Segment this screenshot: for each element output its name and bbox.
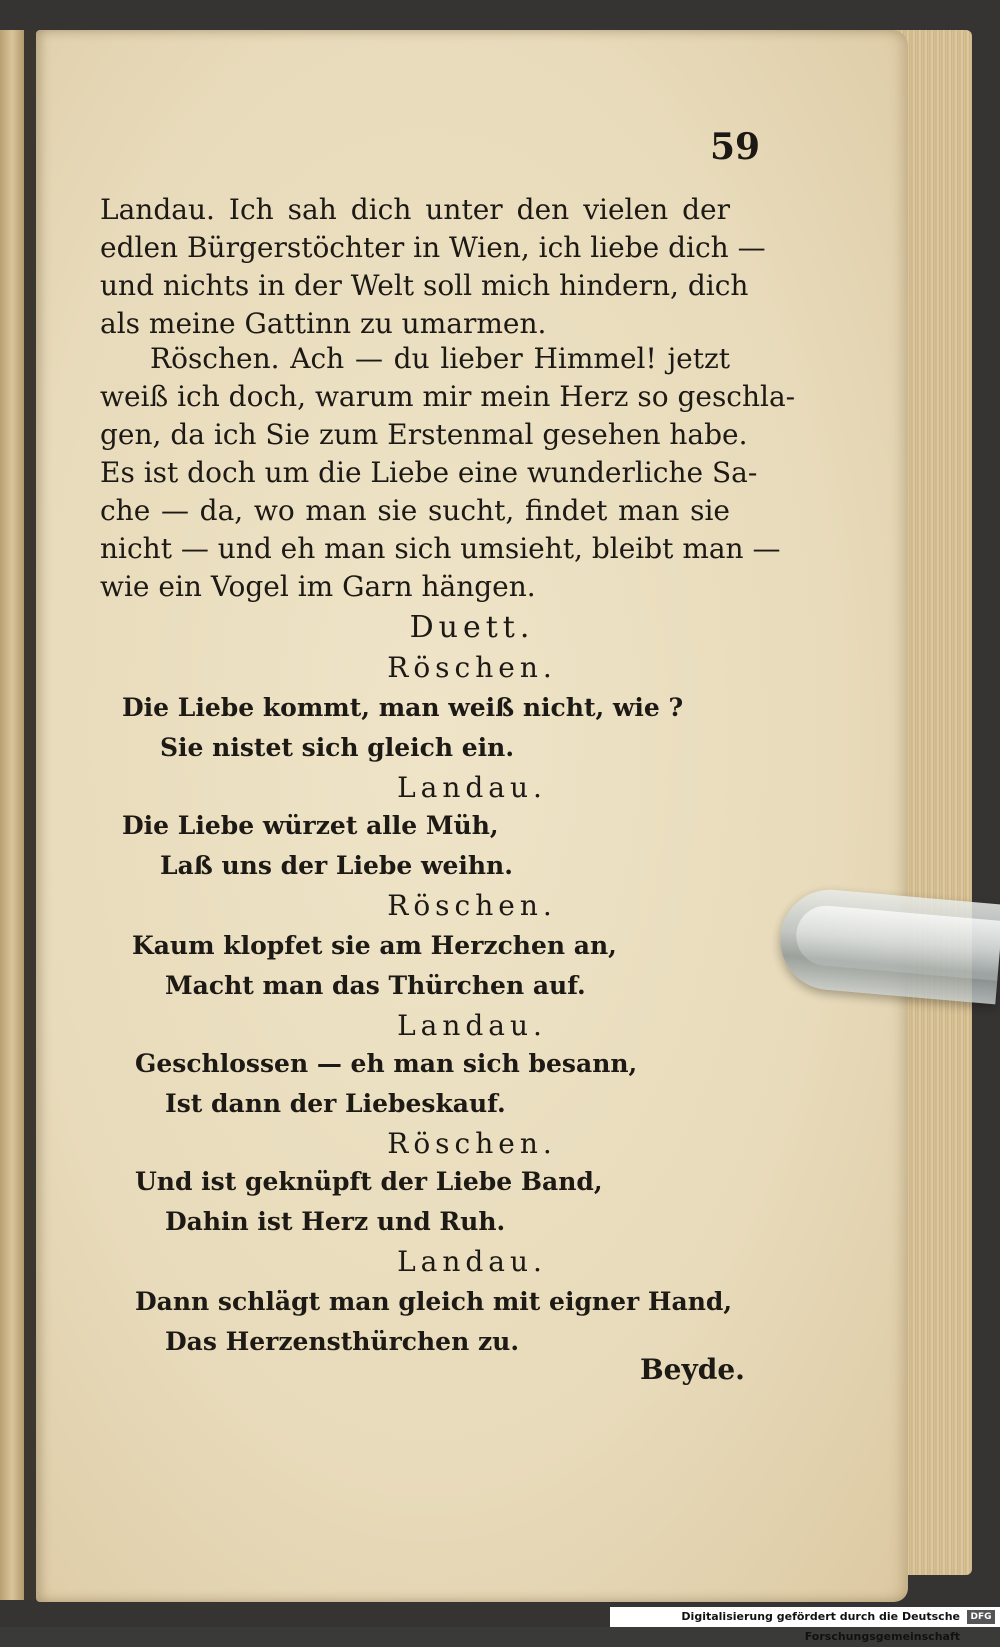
speaker-roeschen: Röschen. [387,1127,557,1160]
prose-line: weiß ich doch, warum mir mein Herz so geschla- [100,380,796,413]
verse-line: Kaum klopfet sie am Herzchen an, [132,931,617,960]
prose-line: und nichts in der Welt soll mich hindern, dich [100,269,749,302]
dfg-logo: DFG [967,1610,995,1624]
prose-line: che — da, wo man sie sucht, findet man sie [100,494,730,527]
duett-heading: Duett. [409,610,535,645]
digitization-credit: Digitalisierung gefördert durch die Deutsche Forschungsgemeinschaft [610,1607,1000,1627]
speaker-landau: Landau. [397,771,547,804]
prose-line: Es ist doch um die Liebe eine wunderliche Sa- [100,456,758,489]
speaker-landau: Landau. [397,1009,547,1042]
prose-line: edlen Bürgerstöchter in Wien, ich liebe dich — [100,231,766,264]
verse-line: Dann schlägt man gleich mit eigner Hand, [135,1287,733,1316]
speaker-roeschen: Röschen. [387,889,557,922]
speaker-beyde: Beyde. [640,1353,745,1386]
speaker-landau: Landau. [397,1245,547,1278]
prose-line: gen, da ich Sie zum Erstenmal gesehen habe. [100,418,748,451]
speaker-roeschen: Röschen. [387,651,557,684]
verse-line: Die Liebe kommt, man weiß nicht, wie ? [122,693,684,722]
verse-line: Und ist geknüpft der Liebe Band, [135,1167,603,1196]
prose-line: als meine Gattinn zu umarmen. [100,307,547,340]
verse-line: Dahin ist Herz und Ruh. [165,1207,506,1236]
verse-line: Die Liebe würzet alle Müh, [122,811,499,840]
prose-line: nicht — und eh man sich umsieht, bleibt man — [100,532,781,565]
verse-line: Laß uns der Liebe weihn. [160,851,513,880]
verse-line: Das Herzensthürchen zu. [165,1327,520,1356]
prose-line: Landau. Ich sah dich unter den vielen der [100,193,730,226]
verse-line: Ist dann der Liebeskauf. [165,1089,506,1118]
prose-line: wie ein Vogel im Garn hängen. [100,570,536,603]
verse-line: Sie nistet sich gleich ein. [160,733,515,762]
page-number: 59 [710,126,761,168]
verse-line: Macht man das Thürchen auf. [165,971,586,1000]
book-gutter [24,30,36,1600]
prose-line: Röschen. Ach — du lieber Himmel! jetzt [150,342,730,375]
verse-line: Geschlossen — eh man sich besann, [135,1049,638,1078]
